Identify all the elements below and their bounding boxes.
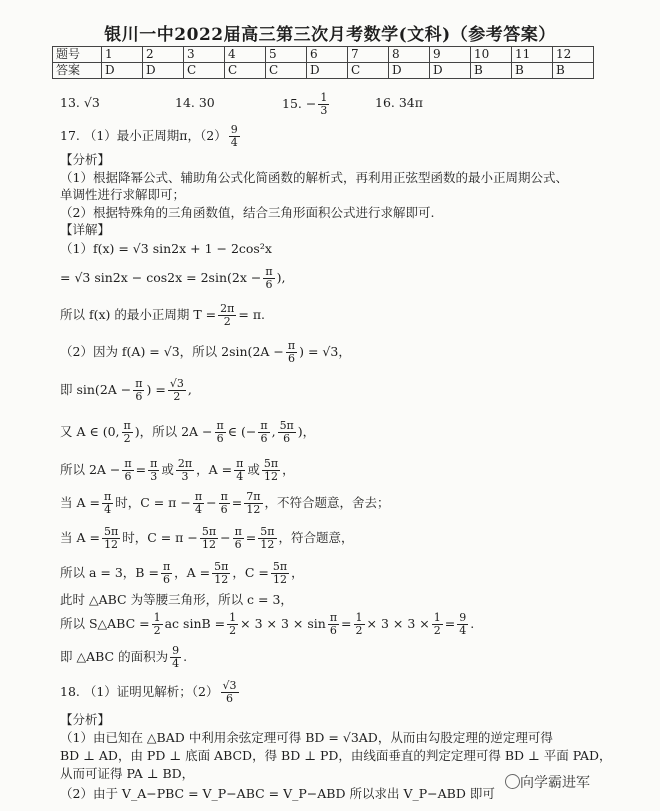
frac-num: 5π [201, 525, 217, 538]
q17-line-3 [60, 303, 265, 328]
q17-line-5 [60, 378, 192, 403]
frac-den: 2 [229, 624, 237, 637]
fraction [432, 612, 443, 637]
frac-num: √3 [169, 377, 184, 390]
q18-head [60, 680, 241, 705]
frac-num: π [194, 490, 203, 503]
text: ，C = [232, 565, 269, 580]
q17-line-10 [60, 561, 304, 586]
table-cell: 1 [102, 47, 143, 63]
fraction [161, 561, 172, 586]
text: 所以 a = 3，B = [60, 565, 159, 580]
frac-num: π [103, 490, 112, 503]
frac-num: π [329, 611, 338, 624]
frac-den: 6 [226, 692, 234, 705]
q17-line-12 [60, 612, 474, 637]
q17-line-8 [60, 491, 390, 516]
fraction [200, 526, 218, 551]
frac-den: 12 [260, 538, 275, 551]
frac-den: 2 [123, 432, 131, 445]
answer-13: 13. √3 [60, 95, 100, 110]
table-cell: 7 [348, 47, 389, 63]
text: ，符合题意， [278, 530, 354, 545]
frac-den: 4 [236, 470, 244, 483]
table-row [53, 63, 594, 79]
frac-den: 6 [220, 503, 228, 516]
frac-num: 2π [177, 457, 193, 470]
frac-num: 5π [279, 419, 294, 432]
text: . [183, 649, 188, 664]
frac-den: 6 [329, 624, 337, 637]
text: 17. （1）最小正周期π，（2） [60, 128, 227, 143]
fraction [221, 680, 239, 705]
text: ) = [146, 382, 166, 397]
text: − [206, 495, 217, 510]
frac-den: 6 [163, 573, 171, 586]
text: ) = √3， [299, 344, 351, 359]
frac-num: 7π [246, 490, 261, 503]
answer-15 [282, 92, 331, 117]
frac-num: √3 [222, 679, 237, 692]
watermark: 向学霸进军 [520, 775, 590, 791]
q18-fenxi-2: BD ⊥ AD，由 PD ⊥ 底面 ABCD，得 BD ⊥ PD，由线面垂直的判定定理可得 BD ⊥ 平面 PAD， [60, 748, 612, 763]
table-header-cell: 题号 [53, 47, 102, 63]
fraction [328, 612, 339, 637]
frac-den: 6 [135, 390, 143, 403]
frac-num: π [162, 560, 171, 573]
frac-num: π [150, 457, 158, 470]
frac-den: 2 [433, 624, 441, 637]
table-cell: 3 [184, 47, 225, 63]
q17-fenxi-2: 单调性进行求解即可； [60, 187, 186, 202]
text: = √3 sin2x − cos2x = 2sin(2x − [60, 270, 262, 285]
q17-fenxi-label: 【分析】 [60, 152, 111, 167]
frac-den: 2 [355, 624, 363, 637]
frac-num: 5π [263, 457, 279, 470]
frac-num: π [216, 419, 224, 432]
table-cell: D [143, 63, 184, 79]
text: 即 sin(2A − [60, 382, 132, 397]
frac-num: π [135, 377, 143, 390]
q17-line-13 [60, 645, 187, 670]
fraction [318, 92, 329, 117]
text: = [135, 462, 147, 477]
frac-den: 6 [260, 432, 268, 445]
text: ac sinB = [164, 616, 226, 631]
frac-num: π [260, 419, 268, 432]
q17-line-9 [60, 526, 354, 551]
q17-xiangjie-label: 【详解】 [60, 222, 111, 237]
fraction [229, 124, 240, 149]
fraction [278, 420, 296, 445]
text: )， [297, 424, 316, 439]
q17-fenxi-1: （1）根据降幂公式、辅助角公式化简函数的解析式，再利用正弦型函数的最小正周期公式、 [60, 170, 568, 185]
text: = [245, 530, 257, 545]
frac-den: 3 [320, 104, 328, 117]
frac-num: 1 [229, 611, 237, 624]
frac-num: π [236, 457, 244, 470]
text: × 3 × 3 × [366, 616, 430, 631]
frac-den: 3 [150, 470, 158, 483]
fraction [168, 378, 186, 403]
text: = [444, 616, 456, 631]
text: 18. （1）证明见解析；（2） [60, 684, 219, 699]
frac-num: π [265, 265, 273, 278]
text: × 3 × 3 × sin [240, 616, 326, 631]
table-cell: D [102, 63, 143, 79]
answer-16: 16. 34π [375, 95, 423, 110]
frac-num: 9 [230, 123, 238, 136]
wechat-icon [505, 774, 520, 789]
text: 即 △ABC 的面积为 [60, 649, 169, 664]
q17-line-4 [60, 340, 351, 365]
fraction [152, 612, 163, 637]
fraction [233, 526, 244, 551]
q17-fenxi-3: （2）根据特殊角的三角函数值，结合三角形面积公式进行求解即可. [60, 205, 435, 220]
fraction [219, 491, 230, 516]
fraction [133, 378, 144, 403]
text: 或 [161, 462, 174, 477]
fraction [258, 526, 276, 551]
frac-den: 6 [216, 432, 224, 445]
frac-den: 12 [201, 538, 216, 551]
text: − [220, 530, 231, 545]
frac-num: 5π [103, 525, 119, 538]
table-cell: 12 [553, 47, 594, 63]
fraction [148, 458, 159, 483]
table-cell: 6 [307, 47, 348, 63]
text: 或 [247, 462, 260, 477]
q17-head [60, 124, 242, 149]
fraction [354, 612, 365, 637]
fraction [122, 458, 133, 483]
table-cell: C [184, 63, 225, 79]
text: )，所以 2A − [134, 424, 213, 439]
text: = [341, 616, 352, 631]
table-cell: 5 [266, 47, 307, 63]
text: 又 A ∈ (0, [60, 424, 120, 439]
frac-num: π [287, 339, 296, 352]
frac-den: 12 [273, 573, 288, 586]
frac-num: 9 [459, 611, 467, 624]
table-cell: C [266, 63, 307, 79]
fraction [176, 458, 194, 483]
fraction [286, 340, 297, 365]
fraction [258, 420, 269, 445]
fraction [193, 491, 204, 516]
text: = π. [238, 307, 266, 322]
frac-den: 12 [263, 470, 278, 483]
q17-line-2 [60, 266, 285, 291]
text: （2）因为 f(A) = √3，所以 2sin(2A − [60, 344, 284, 359]
q17-line-6 [60, 420, 315, 445]
q18-fenxi-label: 【分析】 [60, 712, 111, 727]
table-header-cell: 答案 [53, 63, 102, 79]
table-cell: 9 [430, 47, 471, 63]
frac-den: 4 [104, 503, 112, 516]
text: 所以 f(x) 的最小正周期 T = [60, 307, 217, 322]
frac-den: 12 [214, 573, 229, 586]
table-cell: C [348, 63, 389, 79]
table-cell: D [430, 63, 471, 79]
text: ∈ (− [227, 424, 257, 439]
table-cell: 8 [389, 47, 430, 63]
frac-num: 1 [355, 611, 363, 624]
q17-line-11: 此时 △ABC 为等腰三角形，所以 c = 3， [60, 592, 293, 607]
table-cell: B [512, 63, 553, 79]
text: ，不符合题意，舍去； [264, 495, 390, 510]
text: = [231, 495, 243, 510]
fraction [271, 561, 289, 586]
frac-den: 12 [246, 503, 261, 516]
fraction [457, 612, 468, 637]
table-cell: D [307, 63, 348, 79]
answer-table [52, 46, 594, 79]
frac-den: 6 [283, 432, 291, 445]
frac-num: π [234, 525, 242, 538]
frac-num: 1 [433, 611, 441, 624]
table-cell: B [553, 63, 594, 79]
frac-den: 6 [287, 352, 295, 365]
q17-line-1: （1）f(x) = √3 sin2x + 1 − 2cos²x [60, 241, 272, 256]
frac-den: 6 [234, 538, 242, 551]
answer-14: 14. 30 [175, 95, 215, 110]
frac-num: 5π [272, 560, 288, 573]
q18-fenxi-1: （1）由已知在 △BAD 中利用余弦定理可得 BD = √3AD，从而由勾股定理的逆定理可得 [60, 730, 553, 745]
text: , [271, 424, 276, 439]
frac-num: 2π [220, 302, 235, 315]
frac-den: 12 [104, 538, 119, 551]
frac-num: 9 [172, 644, 180, 657]
fraction [102, 526, 120, 551]
frac-num: π [124, 457, 132, 470]
page-title: 银川一中2022届高三第三次月考数学(文科)（参考答案） [104, 25, 556, 45]
frac-num: 5π [214, 560, 229, 573]
text: 所以 2A − [60, 462, 121, 477]
frac-num: 1 [153, 611, 161, 624]
frac-den: 2 [153, 624, 161, 637]
fraction [215, 420, 226, 445]
frac-den: 2 [223, 315, 231, 328]
fraction [212, 561, 230, 586]
text: ，A = [174, 565, 211, 580]
fraction [102, 491, 113, 516]
fraction [263, 266, 274, 291]
table-cell: 10 [471, 47, 512, 63]
frac-den: 6 [124, 470, 132, 483]
frac-den: 2 [173, 390, 181, 403]
text: 当 A = [60, 495, 100, 510]
fraction [227, 612, 238, 637]
frac-den: 4 [172, 657, 180, 670]
text: 当 A = [60, 530, 100, 545]
frac-den: 4 [230, 136, 238, 149]
frac-num: π [220, 490, 228, 503]
frac-num: 1 [320, 91, 328, 104]
frac-num: 5π [260, 525, 275, 538]
text: ), [276, 270, 286, 285]
text: . [470, 616, 475, 631]
text: 时，C = π − [122, 530, 198, 545]
text: 15. − [282, 96, 317, 111]
table-cell: B [471, 63, 512, 79]
q18-fenxi-4: （2）由于 V_A−PBC = V_P−ABC = V_P−ABD 所以求出 V_P−ABD 即可 [60, 786, 495, 801]
frac-num: π [123, 419, 131, 432]
frac-den: 6 [265, 278, 273, 291]
fraction [262, 458, 280, 483]
fraction [244, 491, 262, 516]
text: 所以 S△ABC = [60, 616, 150, 631]
frac-den: 3 [181, 470, 189, 483]
fraction [218, 303, 236, 328]
frac-den: 4 [194, 503, 202, 516]
fraction [122, 420, 133, 445]
text: 时，C = π − [115, 495, 191, 510]
table-cell: 2 [143, 47, 184, 63]
text: , [187, 382, 192, 397]
text: ， [291, 565, 304, 580]
q18-fenxi-3: 从而可证得 PA ⊥ BD， [60, 766, 195, 781]
text: ， [282, 462, 295, 477]
fraction [170, 645, 181, 670]
table-cell: 11 [512, 47, 553, 63]
q17-line-7 [60, 458, 295, 483]
table-cell: D [389, 63, 430, 79]
frac-den: 4 [459, 624, 467, 637]
text: ，A = [196, 462, 233, 477]
table-cell: C [225, 63, 266, 79]
table-cell: 4 [225, 47, 266, 63]
fraction [234, 458, 245, 483]
table-row [53, 47, 594, 63]
